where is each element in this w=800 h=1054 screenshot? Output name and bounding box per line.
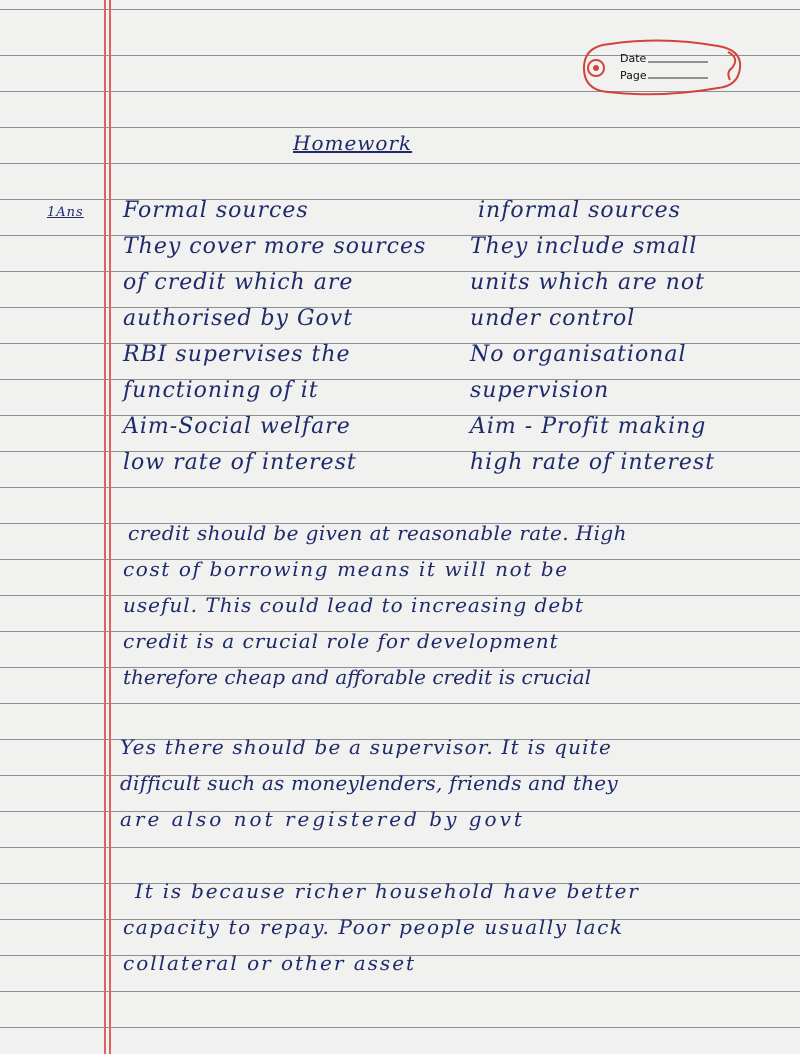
informal-row: supervision (470, 378, 610, 403)
question-number: 1Ans (47, 205, 84, 220)
page-title: Homework (293, 131, 413, 155)
paragraph-line: credit should be given at reasonable rate. High (128, 521, 627, 545)
paragraph-line: capacity to repay. Poor people usually lack (123, 915, 624, 939)
margin-line (104, 0, 106, 1054)
formal-row: They cover more sources (123, 234, 427, 259)
paragraph-line: It is because richer household have better (135, 879, 640, 903)
informal-row: They include small (470, 234, 698, 259)
informal-row: units which are not (470, 270, 705, 295)
margin-line (109, 0, 111, 1054)
page-label: Page (620, 69, 647, 82)
formal-row: functioning of it (123, 378, 319, 403)
informal-row: under control (470, 306, 636, 331)
formal-row: RBI supervises the (123, 342, 351, 367)
formal-row: of credit which are (123, 270, 354, 295)
paragraph-line: collateral or other asset (123, 951, 417, 975)
informal-row: high rate of interest (470, 450, 716, 475)
paragraph-line: useful. This could lead to increasing debt (123, 593, 585, 617)
scroll-ornament-icon (580, 38, 745, 100)
informal-row: Aim - Profit making (470, 414, 707, 439)
paragraph-line: Yes there should be a supervisor. It is quite (120, 735, 613, 759)
date-label: Date (620, 52, 647, 65)
date-page-stamp (580, 38, 745, 100)
formal-heading: Formal sources (123, 198, 309, 223)
paragraph-line: therefore cheap and afforable credit is crucial (123, 665, 592, 689)
paragraph-line: credit is a crucial role for development (123, 629, 559, 653)
paragraph-line: cost of borrowing means it will not be (123, 557, 569, 581)
informal-heading: informal sources (478, 198, 681, 223)
formal-row: Aim-Social welfare (123, 414, 351, 439)
informal-row: No organisational (470, 342, 687, 367)
formal-row: low rate of interest (123, 450, 357, 475)
paragraph-line: are also not registered by govt (120, 807, 525, 831)
formal-row: authorised by Govt (123, 306, 354, 331)
paragraph-line: difficult such as moneylenders, friends and they (120, 771, 618, 795)
